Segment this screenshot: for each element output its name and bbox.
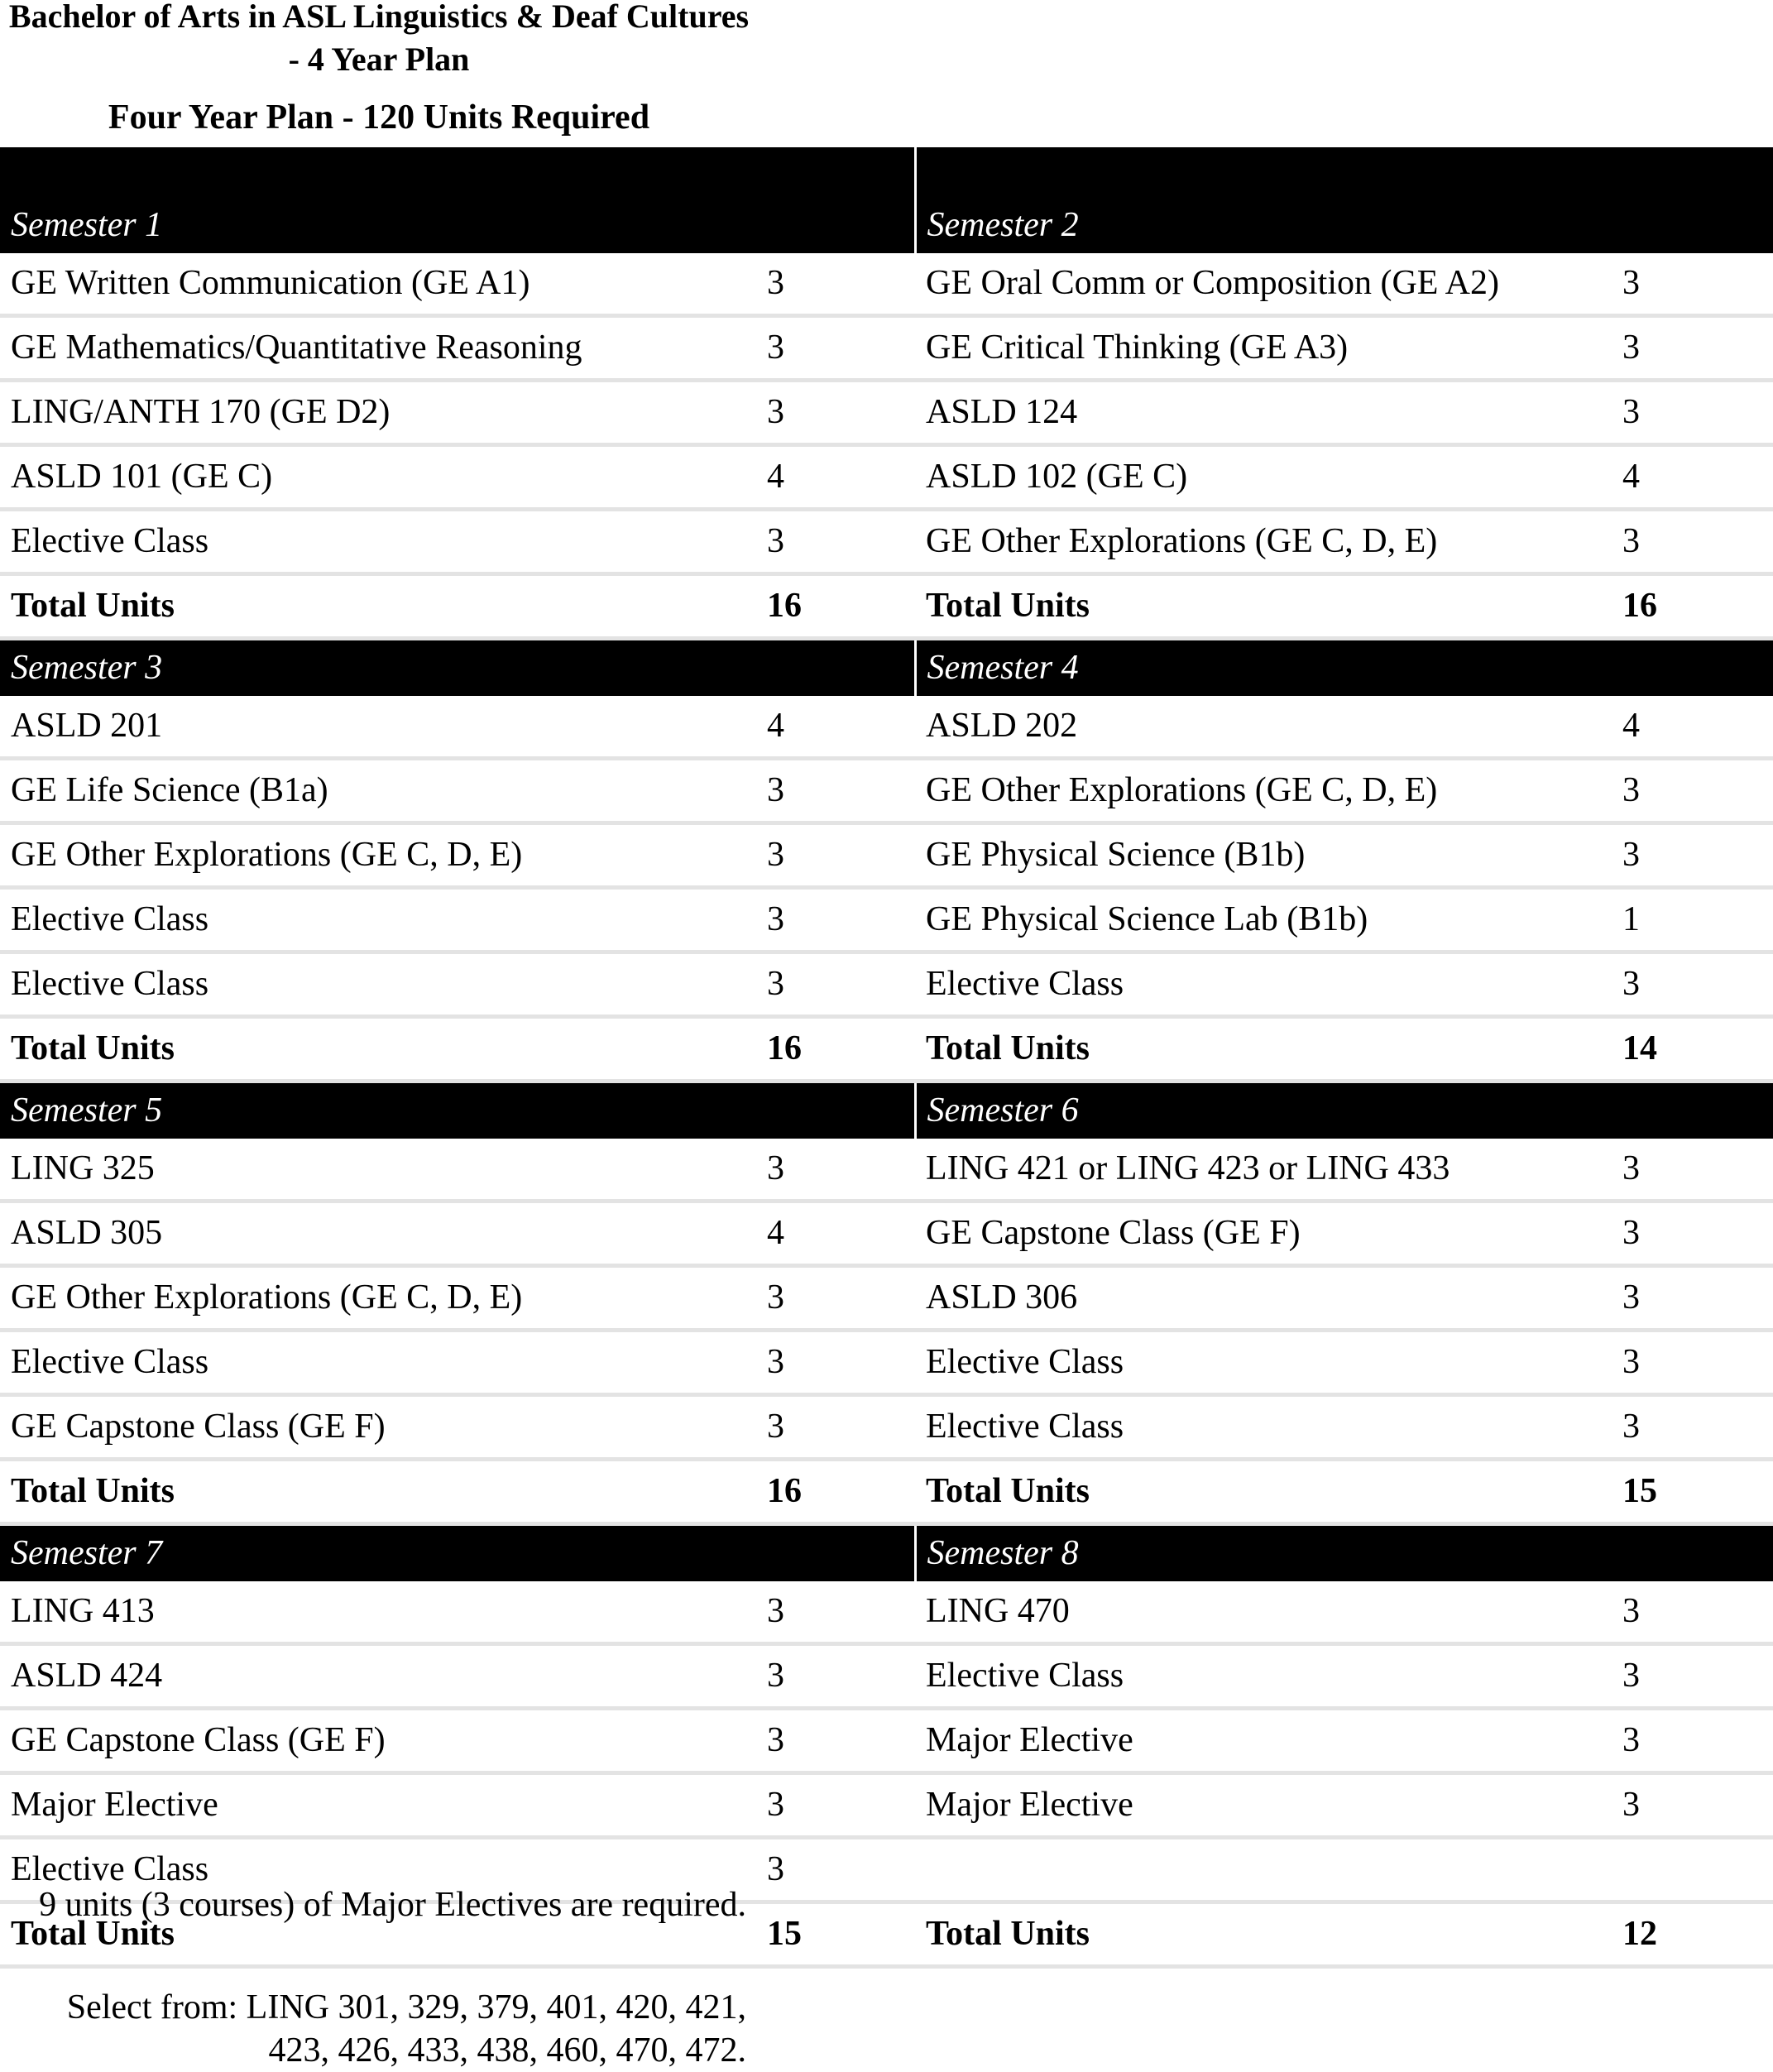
- semester-units-header: [1612, 1082, 1773, 1139]
- semester-label: Semester 3: [0, 639, 757, 697]
- total-units-row: [0, 1460, 1773, 1524]
- course-name: GE Physical Science (B1b): [915, 823, 1612, 888]
- course-name: GE Oral Comm or Composition (GE A2): [915, 253, 1612, 316]
- course-units: 3: [757, 759, 915, 823]
- course-units: 3: [757, 1331, 915, 1395]
- course-units: 3: [1612, 1139, 1773, 1201]
- table-header-bar: [0, 147, 1773, 198]
- semester-label: Semester 2: [915, 198, 1612, 253]
- course-name: Elective Class: [0, 952, 757, 1017]
- course-row: [0, 1266, 1773, 1331]
- course-units: 3: [757, 253, 915, 316]
- semester-label: Semester 4: [915, 639, 1612, 697]
- course-name: ASLD 424: [0, 1644, 757, 1709]
- course-units: 3: [1612, 510, 1773, 574]
- course-name: GE Written Communication (GE A1): [0, 253, 757, 316]
- course-units: 3: [1612, 1581, 1773, 1644]
- course-name: LING 470: [915, 1581, 1612, 1644]
- course-name: Elective Class: [915, 1331, 1612, 1395]
- semester-header-row: [0, 1082, 1773, 1139]
- course-units: 3: [1612, 1331, 1773, 1395]
- course-units: 3: [757, 1266, 915, 1331]
- course-units: 3: [1612, 823, 1773, 888]
- course-units: 3: [757, 1139, 915, 1201]
- course-units: 3: [1612, 1395, 1773, 1460]
- course-row: [0, 1331, 1773, 1395]
- course-units: 3: [1612, 1201, 1773, 1266]
- course-name: GE Other Explorations (GE C, D, E): [0, 823, 757, 888]
- course-units: 4: [757, 445, 915, 510]
- course-name: GE Capstone Class (GE F): [0, 1709, 757, 1773]
- course-name: Elective Class: [0, 510, 757, 574]
- semester-units-header: [757, 639, 915, 697]
- course-name: GE Other Explorations (GE C, D, E): [915, 759, 1612, 823]
- major-electives-note: 9 units (3 courses) of Major Electives are required.: [39, 1886, 746, 1924]
- total-units-row: [0, 574, 1773, 639]
- course-row: [0, 888, 1773, 952]
- total-units-value: 16: [757, 574, 915, 639]
- course-units: 3: [757, 1709, 915, 1773]
- total-units-value: 15: [1612, 1460, 1773, 1524]
- course-row: [0, 759, 1773, 823]
- total-units-value: 16: [757, 1460, 915, 1524]
- total-units-label: Total Units: [0, 574, 757, 639]
- course-units: 3: [757, 1838, 915, 1902]
- course-row: [0, 823, 1773, 888]
- semester-header-row: [0, 639, 1773, 697]
- semester-label: Semester 6: [915, 1082, 1612, 1139]
- total-units-label: Total Units: [0, 1017, 757, 1082]
- total-units-value: 12: [1612, 1902, 1773, 1967]
- course-units: [1612, 1838, 1773, 1902]
- course-units: 3: [1612, 759, 1773, 823]
- total-units-label: Total Units: [915, 574, 1612, 639]
- course-row: [0, 1709, 1773, 1773]
- course-name: LING 413: [0, 1581, 757, 1644]
- course-name: Major Elective: [915, 1709, 1612, 1773]
- semester-units-header: [757, 1082, 915, 1139]
- course-units: 1: [1612, 888, 1773, 952]
- semester-units-header: [757, 198, 915, 253]
- semester-units-header: [1612, 198, 1773, 253]
- semester-label: Semester 5: [0, 1082, 757, 1139]
- course-name: GE Life Science (B1a): [0, 759, 757, 823]
- course-name: ASLD 201: [0, 696, 757, 759]
- document-subtitle: Four Year Plan - 120 Units Required: [108, 98, 650, 137]
- course-units: 3: [1612, 1773, 1773, 1838]
- course-row: [0, 316, 1773, 381]
- course-units: 4: [757, 1201, 915, 1266]
- course-name: Elective Class: [915, 1395, 1612, 1460]
- course-name: GE Other Explorations (GE C, D, E): [915, 510, 1612, 574]
- course-units: 3: [1612, 381, 1773, 445]
- course-row: [0, 1644, 1773, 1709]
- course-units: 3: [1612, 316, 1773, 381]
- semester-units-header: [1612, 1524, 1773, 1582]
- course-units: 3: [757, 823, 915, 888]
- course-units: 3: [1612, 1266, 1773, 1331]
- course-row: [0, 1395, 1773, 1460]
- course-units: 3: [757, 1773, 915, 1838]
- semester-label: Semester 8: [915, 1524, 1612, 1582]
- course-units: 3: [757, 1395, 915, 1460]
- semester-header-row: [0, 1524, 1773, 1582]
- semester-units-header: [1612, 639, 1773, 697]
- four-year-plan-table: [0, 147, 1773, 1969]
- course-units: 3: [757, 381, 915, 445]
- semester-label: Semester 7: [0, 1524, 757, 1582]
- course-name: GE Capstone Class (GE F): [0, 1395, 757, 1460]
- course-name: Elective Class: [915, 952, 1612, 1017]
- course-row: [0, 381, 1773, 445]
- course-units: 4: [1612, 696, 1773, 759]
- total-units-label: Total Units: [915, 1460, 1612, 1524]
- course-units: 3: [757, 1581, 915, 1644]
- course-units: 3: [1612, 1644, 1773, 1709]
- major-electives-options: Select from: LING 301, 329, 379, 401, 420, 421, 423, 426, 433, 438, 460, 470, 472.: [66, 1988, 746, 2070]
- course-units: 3: [1612, 1709, 1773, 1773]
- total-units-value: 14: [1612, 1017, 1773, 1082]
- course-name: Elective Class: [0, 1331, 757, 1395]
- course-name: ASLD 306: [915, 1266, 1612, 1331]
- course-name: ASLD 124: [915, 381, 1612, 445]
- course-name: GE Mathematics/Quantitative Reasoning: [0, 316, 757, 381]
- total-units-label: Total Units: [915, 1017, 1612, 1082]
- course-row: [0, 696, 1773, 759]
- course-name: Elective Class: [915, 1644, 1612, 1709]
- course-name: ASLD 305: [0, 1201, 757, 1266]
- total-units-value: 15: [757, 1902, 915, 1967]
- course-name: GE Critical Thinking (GE A3): [915, 316, 1612, 381]
- course-name: ASLD 202: [915, 696, 1612, 759]
- course-name: GE Other Explorations (GE C, D, E): [0, 1266, 757, 1331]
- course-row: [0, 1581, 1773, 1644]
- course-name: GE Physical Science Lab (B1b): [915, 888, 1612, 952]
- course-units: 4: [757, 696, 915, 759]
- course-row: [0, 445, 1773, 510]
- course-name: ASLD 101 (GE C): [0, 445, 757, 510]
- course-units: 3: [757, 316, 915, 381]
- total-units-row: [0, 1017, 1773, 1082]
- course-name: [915, 1838, 1612, 1902]
- course-row: [0, 1139, 1773, 1201]
- semester-header-row: [0, 198, 1773, 253]
- course-row: [0, 952, 1773, 1017]
- course-units: 3: [1612, 253, 1773, 316]
- total-units-label: Total Units: [915, 1902, 1612, 1967]
- course-name: Elective Class: [0, 888, 757, 952]
- course-units: 4: [1612, 445, 1773, 510]
- total-units-label: Total Units: [0, 1460, 757, 1524]
- course-row: [0, 1773, 1773, 1838]
- course-units: 3: [757, 510, 915, 574]
- course-name: Major Elective: [915, 1773, 1612, 1838]
- course-units: 3: [757, 1644, 915, 1709]
- course-units: 3: [1612, 952, 1773, 1017]
- course-name: LING 325: [0, 1139, 757, 1201]
- course-row: [0, 510, 1773, 574]
- total-units-value: 16: [757, 1017, 915, 1082]
- document-title: Bachelor of Arts in ASL Linguistics & Deaf Cultures - 4 Year Plan: [8, 0, 750, 78]
- semester-label: Semester 1: [0, 198, 757, 253]
- course-units: 3: [757, 952, 915, 1017]
- semester-units-header: [757, 1524, 915, 1582]
- course-units: 3: [757, 888, 915, 952]
- course-name: Elective Class: [0, 1838, 757, 1902]
- total-units-label: Total Units: [0, 1902, 757, 1967]
- course-name: LING 421 or LING 423 or LING 433: [915, 1139, 1612, 1201]
- total-units-value: 16: [1612, 574, 1773, 639]
- course-row: [0, 1201, 1773, 1266]
- course-name: Major Elective: [0, 1773, 757, 1838]
- course-name: GE Capstone Class (GE F): [915, 1201, 1612, 1266]
- course-name: ASLD 102 (GE C): [915, 445, 1612, 510]
- course-row: [0, 253, 1773, 316]
- course-name: LING/ANTH 170 (GE D2): [0, 381, 757, 445]
